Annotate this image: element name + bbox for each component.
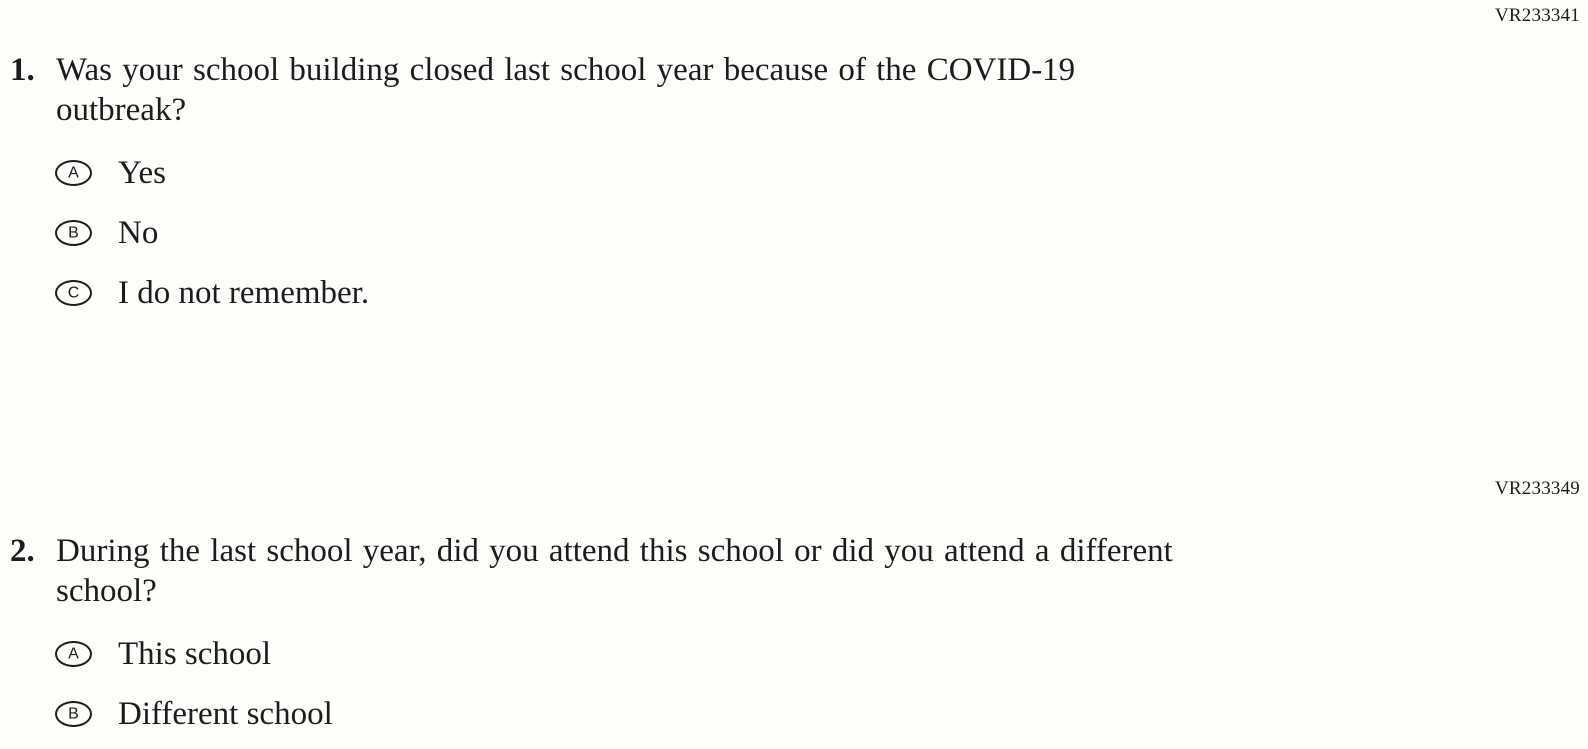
question-2-option-b[interactable]: [55, 697, 1206, 731]
question-2-option-a[interactable]: [55, 637, 1206, 671]
option-letter: A: [68, 164, 79, 182]
question-1-option-b[interactable]: [55, 216, 1116, 250]
question-1-options: [55, 156, 1116, 310]
question-1-text: Was your school building closed last school year because of the COVID-19 outbreak?: [56, 52, 1076, 128]
option-label: No: [118, 215, 159, 251]
option-letter: B: [68, 224, 79, 242]
option-letter: B: [68, 705, 79, 723]
option-label: This school: [118, 636, 272, 672]
radio-bubble-icon[interactable]: [55, 280, 92, 306]
radio-bubble-icon[interactable]: [55, 220, 92, 246]
question-1: [10, 50, 1116, 310]
option-label: Yes: [118, 155, 167, 191]
question-1-stem: [10, 50, 1116, 130]
question-1-option-c[interactable]: [55, 276, 1116, 310]
radio-bubble-icon[interactable]: [55, 701, 92, 727]
question-2-number: 2.: [10, 533, 35, 569]
question-2-options: [55, 637, 1206, 731]
question-1-number: 1.: [10, 52, 35, 88]
question-1-option-a[interactable]: [55, 156, 1116, 190]
radio-bubble-icon[interactable]: [55, 641, 92, 667]
question-2-stem: [10, 531, 1206, 611]
option-letter: A: [68, 645, 79, 663]
option-label: I do not remember.: [118, 275, 370, 311]
option-letter: C: [67, 284, 80, 302]
option-label: Different school: [118, 696, 333, 732]
question-2-accession-code: VR233349: [1495, 478, 1580, 499]
question-1-accession-code: VR233341: [1495, 5, 1580, 26]
question-2-text: During the last school year, did you attend this school or did you attend a different school?: [56, 533, 1173, 609]
radio-bubble-icon[interactable]: [55, 160, 92, 186]
question-2: [10, 531, 1206, 731]
